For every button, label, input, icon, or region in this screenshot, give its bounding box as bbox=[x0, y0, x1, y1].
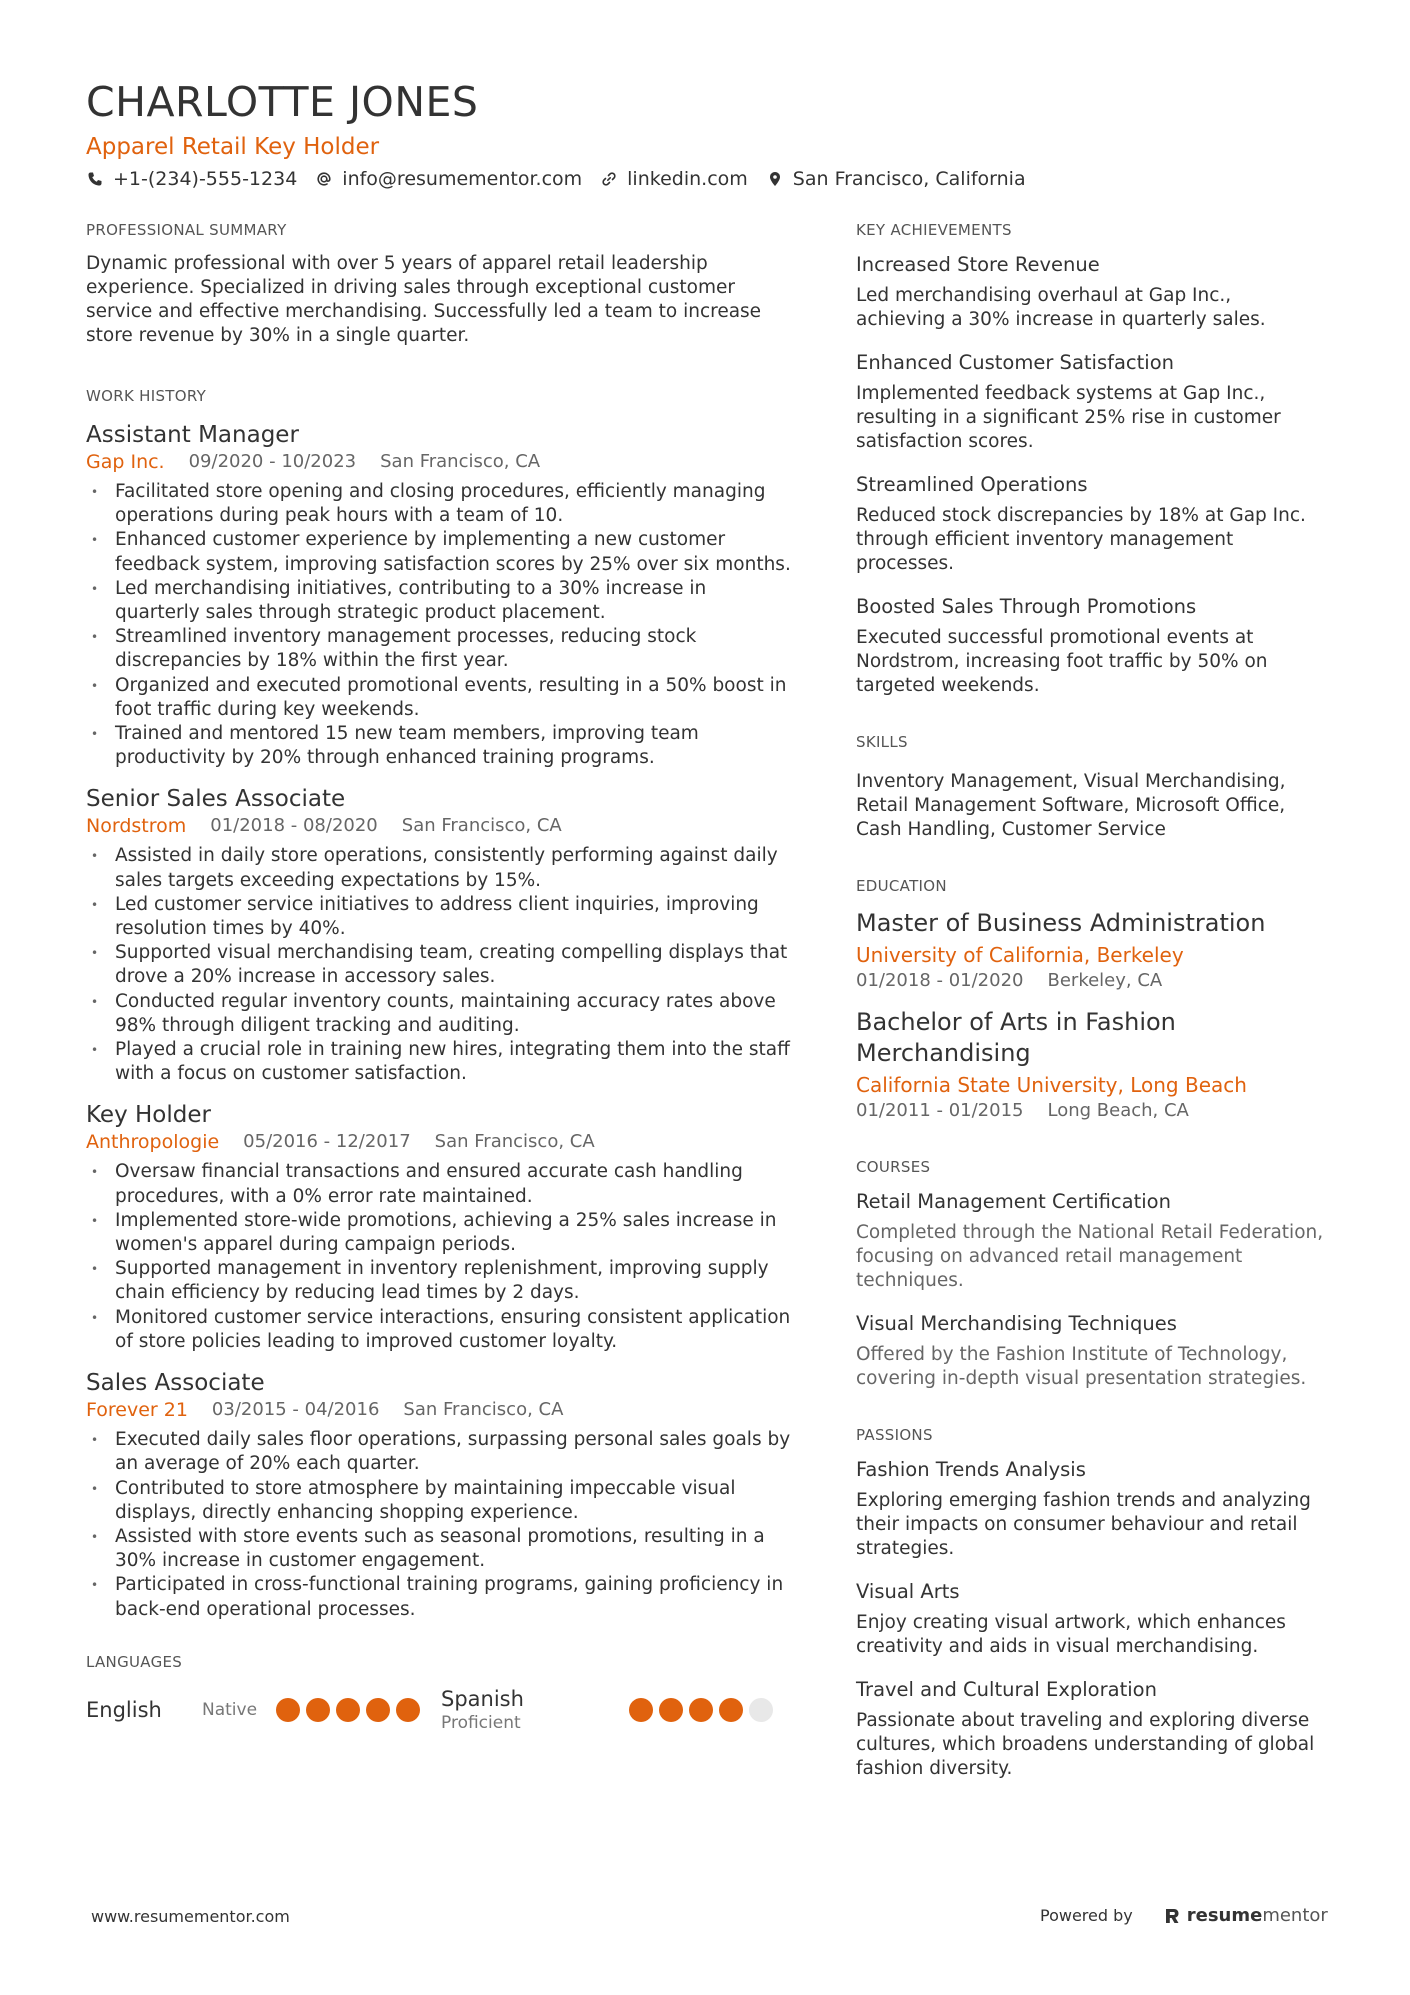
achievements-heading: KEY ACHIEVEMENTS bbox=[856, 221, 1012, 239]
education-meta bbox=[856, 1099, 1326, 1123]
language-item bbox=[86, 1686, 441, 1734]
job-dates: 03/2015 - 04/2016 bbox=[211, 1399, 380, 1421]
education-degree: Bachelor of Arts in Fashion Merchandising bbox=[856, 1008, 1176, 1067]
rating-dot-filled bbox=[396, 1698, 420, 1722]
job-bullet: • Oversaw financial transactions and ensured accurate cash handling procedures, with a 0% error rate maintained. bbox=[86, 1160, 796, 1208]
footer-powered bbox=[1040, 1905, 1328, 1926]
passion-title: Fashion Trends Analysis bbox=[856, 1458, 1086, 1481]
rating-dot-filled bbox=[719, 1698, 743, 1722]
job-dates: 01/2018 - 08/2020 bbox=[210, 815, 378, 837]
left-column bbox=[86, 220, 796, 1772]
languages-section bbox=[86, 1652, 796, 1734]
education-dates: 01/2018 - 01/2020 bbox=[856, 970, 1024, 991]
language-name: English bbox=[86, 1697, 162, 1722]
rating-dot-filled bbox=[336, 1698, 360, 1722]
job-bullet: • Supported visual merchandising team, creating compelling displays that drove a 20% increase in accessory sales. bbox=[86, 941, 796, 989]
rating-dot-filled bbox=[689, 1698, 713, 1722]
education-item bbox=[856, 908, 1326, 993]
passion-title: Visual Arts bbox=[856, 1580, 960, 1603]
job-company: Forever 21 bbox=[86, 1399, 188, 1422]
job-bullet: • Assisted with store events such as seasonal promotions, resulting in a 30% increase in customer engagement. bbox=[86, 1525, 796, 1573]
job-bullet: • Participated in cross-functional training programs, gaining proficiency in back-end operational processes. bbox=[86, 1573, 796, 1621]
contact-phone bbox=[86, 168, 297, 190]
candidate-name: CHARLOTTE JONES bbox=[86, 78, 479, 126]
education-degree: Master of Business Administration bbox=[856, 909, 1266, 937]
location-pin-icon bbox=[766, 170, 784, 188]
course-item bbox=[856, 1189, 1326, 1293]
job-bullet: • Implemented store-wide promotions, achieving a 25% sales increase in women's apparel during campaign periods. bbox=[86, 1209, 796, 1257]
brand-bold: resume bbox=[1186, 1905, 1263, 1926]
skills-heading: SKILLS bbox=[856, 733, 908, 751]
brand-light: mentor bbox=[1262, 1905, 1328, 1926]
job-entry bbox=[86, 1368, 796, 1622]
rating-dot-filled bbox=[276, 1698, 300, 1722]
job-bullet: • Played a crucial role in training new hires, integrating them into the staff with a focus on customer satisfaction. bbox=[86, 1038, 796, 1086]
course-text: Offered by the Fashion Institute of Technology, covering in-depth visual presentation strategies. bbox=[856, 1344, 1307, 1389]
job-company: Anthropologie bbox=[86, 1131, 220, 1154]
languages-row bbox=[86, 1686, 796, 1734]
work-history-heading: WORK HISTORY bbox=[86, 387, 207, 405]
passion-text: Exploring emerging fashion trends and analyzing their impacts on consumer behaviour and retail strategies. bbox=[856, 1490, 1311, 1559]
contact-email[interactable] bbox=[315, 168, 582, 190]
job-bullet: • Enhanced customer experience by implementing a new customer feedback system, improving satisfaction scores by 25% over six months. bbox=[86, 528, 796, 576]
job-bullets bbox=[86, 844, 796, 1086]
education-meta bbox=[856, 969, 1326, 993]
job-bullet: • Trained and mentored 15 new team members, improving team productivity by 20% through enhanced training programs. bbox=[86, 722, 796, 770]
at-icon bbox=[315, 170, 333, 188]
job-entry bbox=[86, 784, 796, 1086]
language-label-group bbox=[86, 1686, 276, 1734]
job-location: San Francisco, CA bbox=[434, 1131, 595, 1153]
phone-icon bbox=[86, 170, 104, 188]
courses-section bbox=[856, 1157, 1326, 1391]
passion-item bbox=[856, 1457, 1326, 1561]
job-location: San Francisco, CA bbox=[380, 451, 541, 472]
job-bullet: • Organized and executed promotional events, resulting in a 50% boost in foot traffic during key weekends. bbox=[86, 674, 796, 722]
language-rating bbox=[276, 1686, 426, 1734]
job-location: San Francisco, CA bbox=[403, 1399, 564, 1421]
education-dates: 01/2011 - 01/2015 bbox=[856, 1100, 1024, 1121]
language-rating bbox=[629, 1686, 779, 1734]
job-entry bbox=[86, 1100, 796, 1354]
job-company: Nordstrom bbox=[86, 815, 187, 838]
job-role: Key Holder bbox=[86, 1102, 211, 1129]
job-bullets bbox=[86, 480, 796, 770]
job-company: Gap Inc. bbox=[86, 451, 165, 473]
work-history-section bbox=[86, 386, 796, 1622]
languages-heading: LANGUAGES bbox=[86, 1652, 183, 1671]
job-location: San Francisco, CA bbox=[401, 815, 562, 837]
education-item bbox=[856, 1007, 1326, 1123]
education-location: Berkeley, CA bbox=[1047, 970, 1163, 991]
contact-linkedin[interactable] bbox=[600, 168, 748, 190]
education-heading: EDUCATION bbox=[856, 877, 947, 895]
education-school: California State University, Long Beach bbox=[856, 1073, 1247, 1097]
summary-section bbox=[86, 220, 796, 348]
language-name: Spanish bbox=[441, 1686, 524, 1711]
resume-header bbox=[86, 76, 1336, 190]
skills-section bbox=[856, 732, 1326, 842]
achievement-title: Enhanced Customer Satisfaction bbox=[856, 351, 1174, 374]
course-title: Retail Management Certification bbox=[856, 1190, 1171, 1213]
language-level: Proficient bbox=[441, 1712, 521, 1733]
job-bullet: • Assisted in daily store operations, consistently performing against daily sales targets exceeding expectations by 15%. bbox=[86, 844, 796, 892]
powered-by-text: Powered by bbox=[1040, 1906, 1133, 1925]
job-bullets bbox=[86, 1160, 796, 1354]
achievement-item bbox=[856, 594, 1326, 698]
education-section bbox=[856, 876, 1326, 1123]
job-bullet: • Monitored customer service interactions, ensuring consistent application of store policies leading to improved customer loyalty. bbox=[86, 1306, 796, 1354]
summary-heading: PROFESSIONAL SUMMARY bbox=[86, 221, 287, 239]
job-bullet: • Conducted regular inventory counts, maintaining accuracy rates above 98% through diligent tracking and auditing. bbox=[86, 990, 796, 1038]
job-bullet: • Contributed to store atmosphere by maintaining impeccable visual displays, directly enhancing shopping experience. bbox=[86, 1477, 796, 1525]
footer-url[interactable]: www.resumementor.com bbox=[91, 1907, 290, 1926]
job-dates: 09/2020 - 10/2023 bbox=[188, 451, 357, 472]
education-school: University of California, Berkeley bbox=[856, 943, 1184, 967]
contact-row bbox=[86, 168, 1336, 190]
job-role: Sales Associate bbox=[86, 1370, 265, 1397]
contact-location bbox=[766, 168, 1026, 190]
passion-title: Travel and Cultural Exploration bbox=[856, 1678, 1157, 1701]
link-icon bbox=[600, 170, 618, 188]
job-entry bbox=[86, 420, 796, 770]
passions-heading: PASSIONS bbox=[856, 1426, 933, 1444]
passion-item bbox=[856, 1677, 1326, 1781]
passion-text: Enjoy creating visual artwork, which enhances creativity and aids in visual merchandising. bbox=[856, 1612, 1286, 1657]
summary-text: Dynamic professional with over 5 years of apparel retail leadership experience. Specialized in driving sales through exceptional customer service and effective merchandising. Successfully led a team to increase store revenue by 30% in a single quarter. bbox=[86, 253, 762, 346]
achievement-text: Reduced stock discrepancies by 18% at Gap Inc. through efficient inventory management processes. bbox=[856, 505, 1306, 574]
candidate-title: Apparel Retail Key Holder bbox=[86, 134, 380, 160]
education-location: Long Beach, CA bbox=[1047, 1100, 1189, 1121]
job-meta bbox=[86, 450, 796, 474]
achievement-title: Boosted Sales Through Promotions bbox=[856, 595, 1197, 618]
achievement-item bbox=[856, 252, 1326, 332]
job-bullet: • Executed daily sales floor operations, surpassing personal sales goals by an average of 20% each quarter. bbox=[86, 1428, 796, 1476]
job-bullet: • Led customer service initiatives to address client inquiries, improving resolution times by 40%. bbox=[86, 893, 796, 941]
linkedin-text[interactable]: linkedin.com bbox=[627, 168, 748, 190]
job-bullet: • Supported management in inventory replenishment, improving supply chain efficiency by reducing lead times by 2 days. bbox=[86, 1257, 796, 1305]
rating-dot-filled bbox=[306, 1698, 330, 1722]
resumementor-logo-icon bbox=[1163, 1907, 1181, 1925]
job-dates: 05/2016 - 12/2017 bbox=[243, 1131, 411, 1153]
skills-text: Inventory Management, Visual Merchandising, Retail Management Software, Microsoft Office, Cash Handling, Customer Service bbox=[856, 771, 1286, 840]
rating-dot-filled bbox=[659, 1698, 683, 1722]
courses-heading: COURSES bbox=[856, 1158, 931, 1176]
brand-logo[interactable] bbox=[1163, 1905, 1328, 1926]
job-bullet: • Led merchandising initiatives, contributing to a 30% increase in quarterly sales through strategic product placement. bbox=[86, 577, 796, 625]
course-item bbox=[856, 1311, 1326, 1391]
right-column bbox=[856, 220, 1326, 1819]
job-role: Senior Sales Associate bbox=[86, 786, 346, 813]
achievement-item bbox=[856, 472, 1326, 576]
passions-section bbox=[856, 1425, 1326, 1781]
job-bullet: • Streamlined inventory management processes, reducing stock discrepancies by 18% within the first year. bbox=[86, 625, 796, 673]
job-meta bbox=[86, 1130, 796, 1154]
rating-dot-filled bbox=[366, 1698, 390, 1722]
job-bullet: • Facilitated store opening and closing procedures, efficiently managing operations during peak hours with a team of 10. bbox=[86, 480, 796, 528]
course-title: Visual Merchandising Techniques bbox=[856, 1312, 1177, 1335]
course-text: Completed through the National Retail Federation, focusing on advanced retail management techniques. bbox=[856, 1222, 1324, 1291]
job-meta bbox=[86, 1398, 796, 1422]
achievement-title: Streamlined Operations bbox=[856, 473, 1088, 496]
location-text: San Francisco, California bbox=[792, 168, 1026, 190]
job-role: Assistant Manager bbox=[86, 422, 299, 448]
language-level: Native bbox=[202, 1699, 258, 1720]
language-item bbox=[441, 1686, 796, 1734]
passion-item bbox=[856, 1579, 1326, 1659]
rating-dot-empty bbox=[749, 1698, 773, 1722]
achievement-item bbox=[856, 350, 1326, 454]
achievement-text: Led merchandising overhaul at Gap Inc., achieving a 30% increase in quarterly sales. bbox=[856, 285, 1266, 330]
phone-text: +1-(234)-555-1234 bbox=[113, 168, 298, 190]
email-text[interactable]: info@resumementor.com bbox=[342, 168, 583, 190]
job-bullets bbox=[86, 1428, 796, 1622]
job-meta bbox=[86, 814, 796, 838]
passion-text: Passionate about traveling and exploring diverse cultures, which broadens understanding of global fashion diversity. bbox=[856, 1710, 1315, 1779]
achievement-title: Increased Store Revenue bbox=[856, 253, 1100, 276]
achievement-text: Implemented feedback systems at Gap Inc., resulting in a significant 25% rise in customer satisfaction scores. bbox=[856, 383, 1281, 452]
achievement-text: Executed successful promotional events at Nordstrom, increasing foot traffic by 50% on targeted weekends. bbox=[856, 627, 1268, 696]
rating-dot-filled bbox=[629, 1698, 653, 1722]
language-label-group bbox=[441, 1686, 629, 1734]
achievements-section bbox=[856, 220, 1326, 698]
